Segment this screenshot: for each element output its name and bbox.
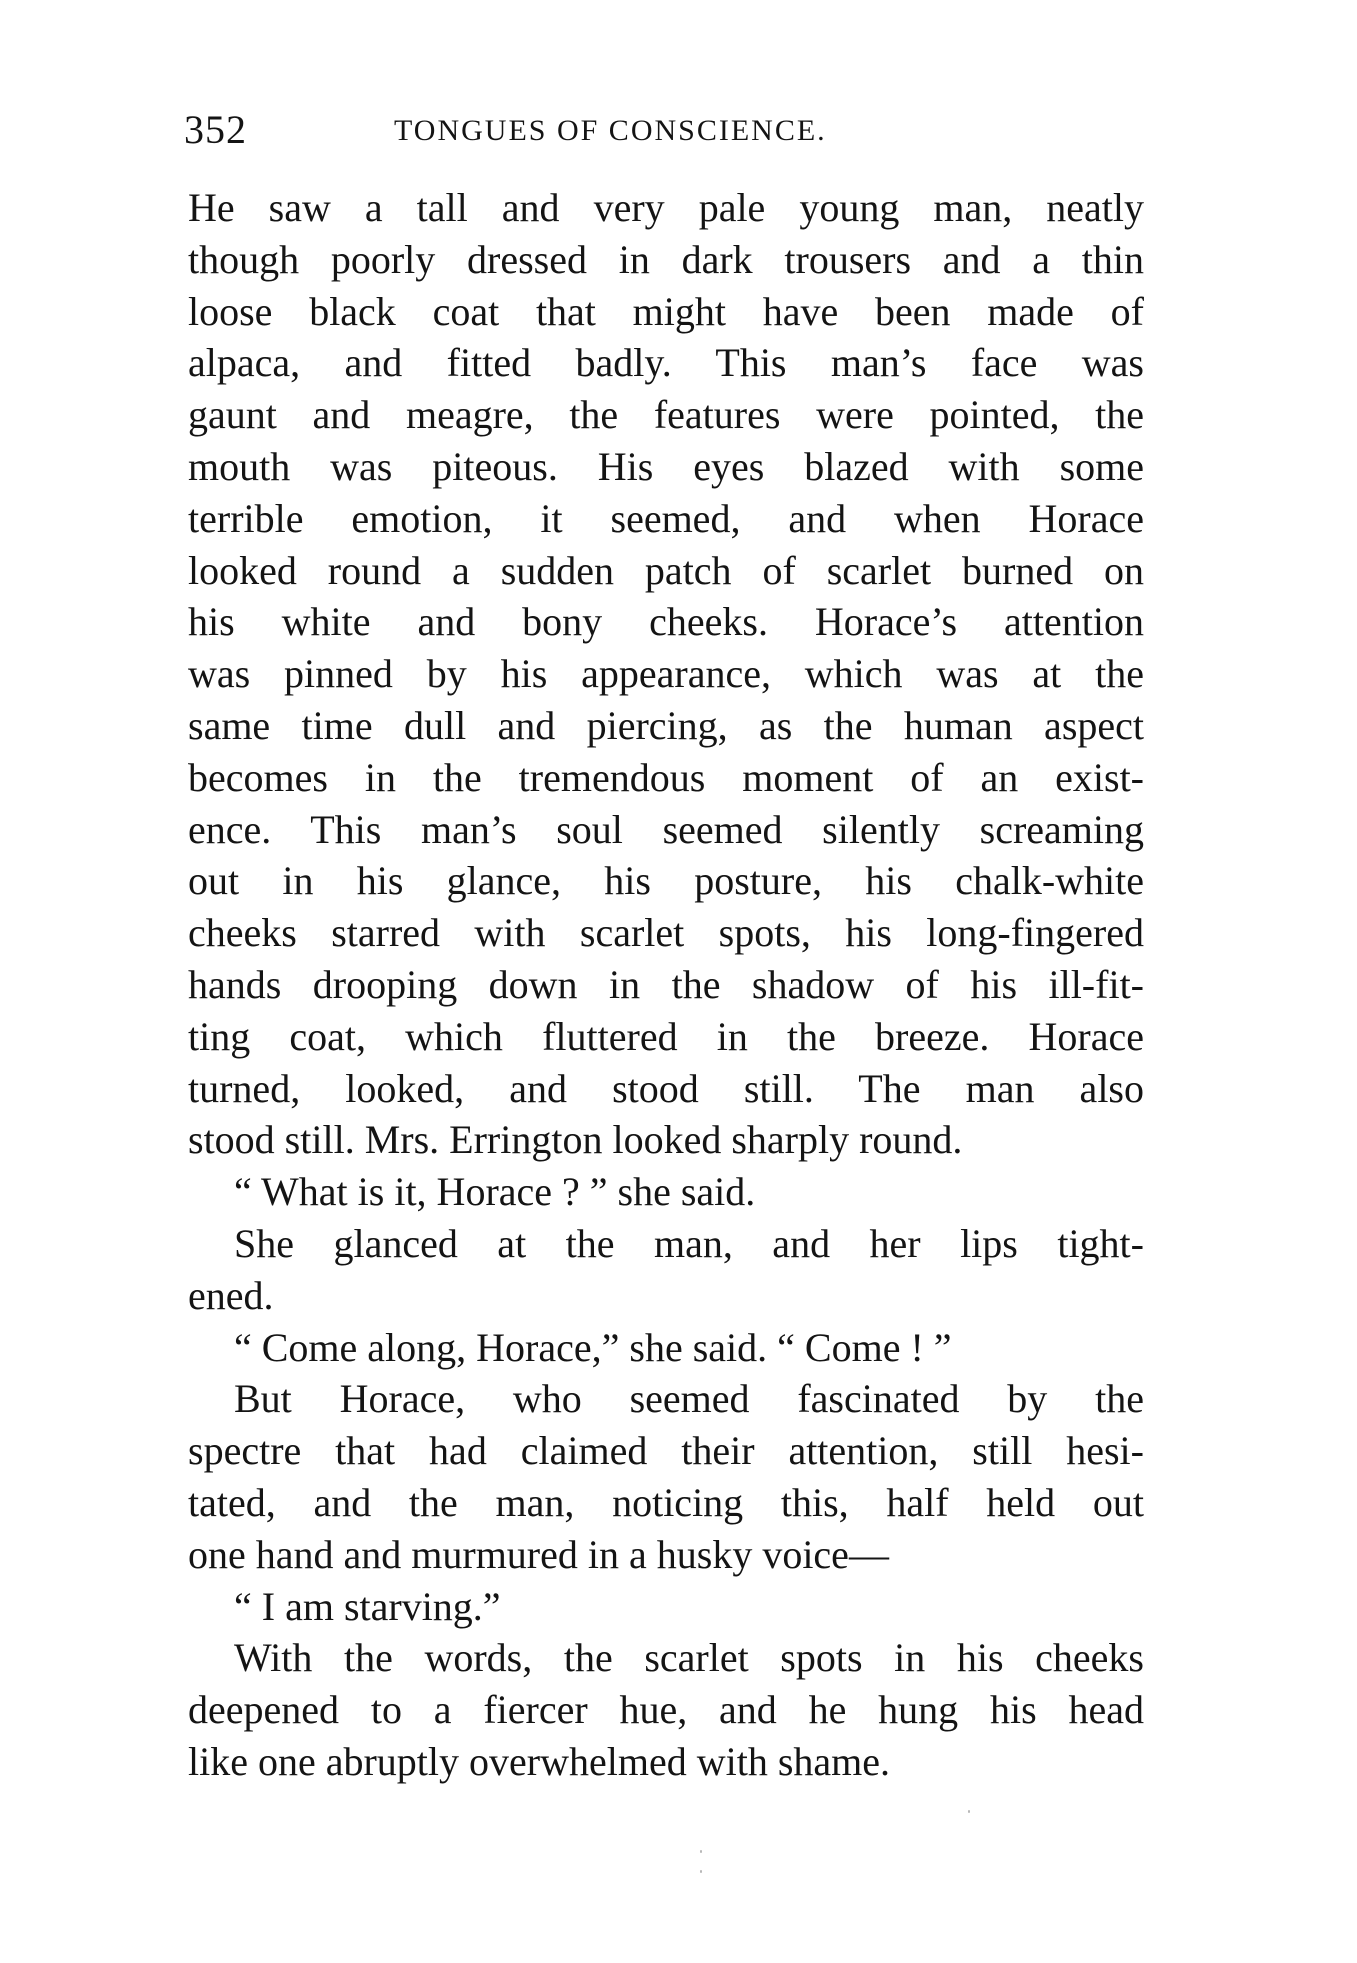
paper-speck xyxy=(700,1850,702,1853)
text-line: hands drooping down in the shadow of his ill-fit- xyxy=(188,961,1144,1007)
text-line: out in his glance, his posture, his chalk-white xyxy=(188,858,1144,904)
text-line: alpaca, and fitted badly. This man’s face was xyxy=(188,340,1144,386)
text-line: like one abruptly overwhelmed with shame. xyxy=(188,1738,891,1784)
text-line: turned, looked, and stood still. The man also xyxy=(188,1065,1144,1111)
text-line: ting coat, which fluttered in the breeze. Horace xyxy=(188,1013,1144,1059)
text-line: same time dull and piercing, as the human aspect xyxy=(188,702,1144,748)
text-line: ence. This man’s soul seemed silently screaming xyxy=(188,806,1144,852)
body-text xyxy=(188,182,1144,1788)
paper-speck xyxy=(700,1870,702,1873)
text-line: “ Come along, Horace,” she said. “ Come ! ” xyxy=(234,1324,952,1370)
page-header xyxy=(184,105,1144,155)
text-line: spectre that had claimed their attention, still hesi- xyxy=(188,1428,1144,1474)
text-line: was pinned by his appearance, which was at the xyxy=(188,651,1144,697)
text-line: cheeks starred with scarlet spots, his long-fingered xyxy=(188,910,1144,956)
text-line: But Horace, who seemed fascinated by the xyxy=(234,1376,1144,1422)
text-line: loose black coat that might have been made of xyxy=(188,288,1144,334)
text-line: stood still. Mrs. Errington looked sharply round. xyxy=(188,1117,963,1163)
text-line: “ I am starving.” xyxy=(234,1583,501,1629)
text-line: one hand and murmured in a husky voice— xyxy=(188,1531,889,1577)
text-line: ened. xyxy=(188,1272,274,1318)
page-number: 352 xyxy=(184,107,247,152)
text-line: his white and bony cheeks. Horace’s attention xyxy=(188,599,1144,645)
text-line: “ What is it, Horace ? ” she said. xyxy=(234,1169,756,1215)
text-line: gaunt and meagre, the features were pointed, the xyxy=(188,392,1144,438)
text-line: With the words, the scarlet spots in his cheeks xyxy=(234,1635,1144,1681)
paper-speck xyxy=(968,1810,970,1813)
running-title: TONGUES OF CONSCIENCE. xyxy=(394,114,827,147)
text-line: looked round a sudden patch of scarlet burned on xyxy=(188,547,1144,593)
text-line: mouth was piteous. His eyes blazed with some xyxy=(188,443,1144,489)
text-line: He saw a tall and very pale young man, neatly xyxy=(188,185,1144,230)
text-line: becomes in the tremendous moment of an exist- xyxy=(188,754,1144,800)
text-line: terrible emotion, it seemed, and when Horace xyxy=(188,495,1144,541)
text-line: deepened to a fiercer hue, and he hung his head xyxy=(188,1687,1144,1733)
text-line: though poorly dressed in dark trousers and a thin xyxy=(188,236,1144,282)
text-line: She glanced at the man, and her lips tight- xyxy=(234,1220,1144,1266)
text-line: tated, and the man, noticing this, half held out xyxy=(188,1479,1144,1525)
